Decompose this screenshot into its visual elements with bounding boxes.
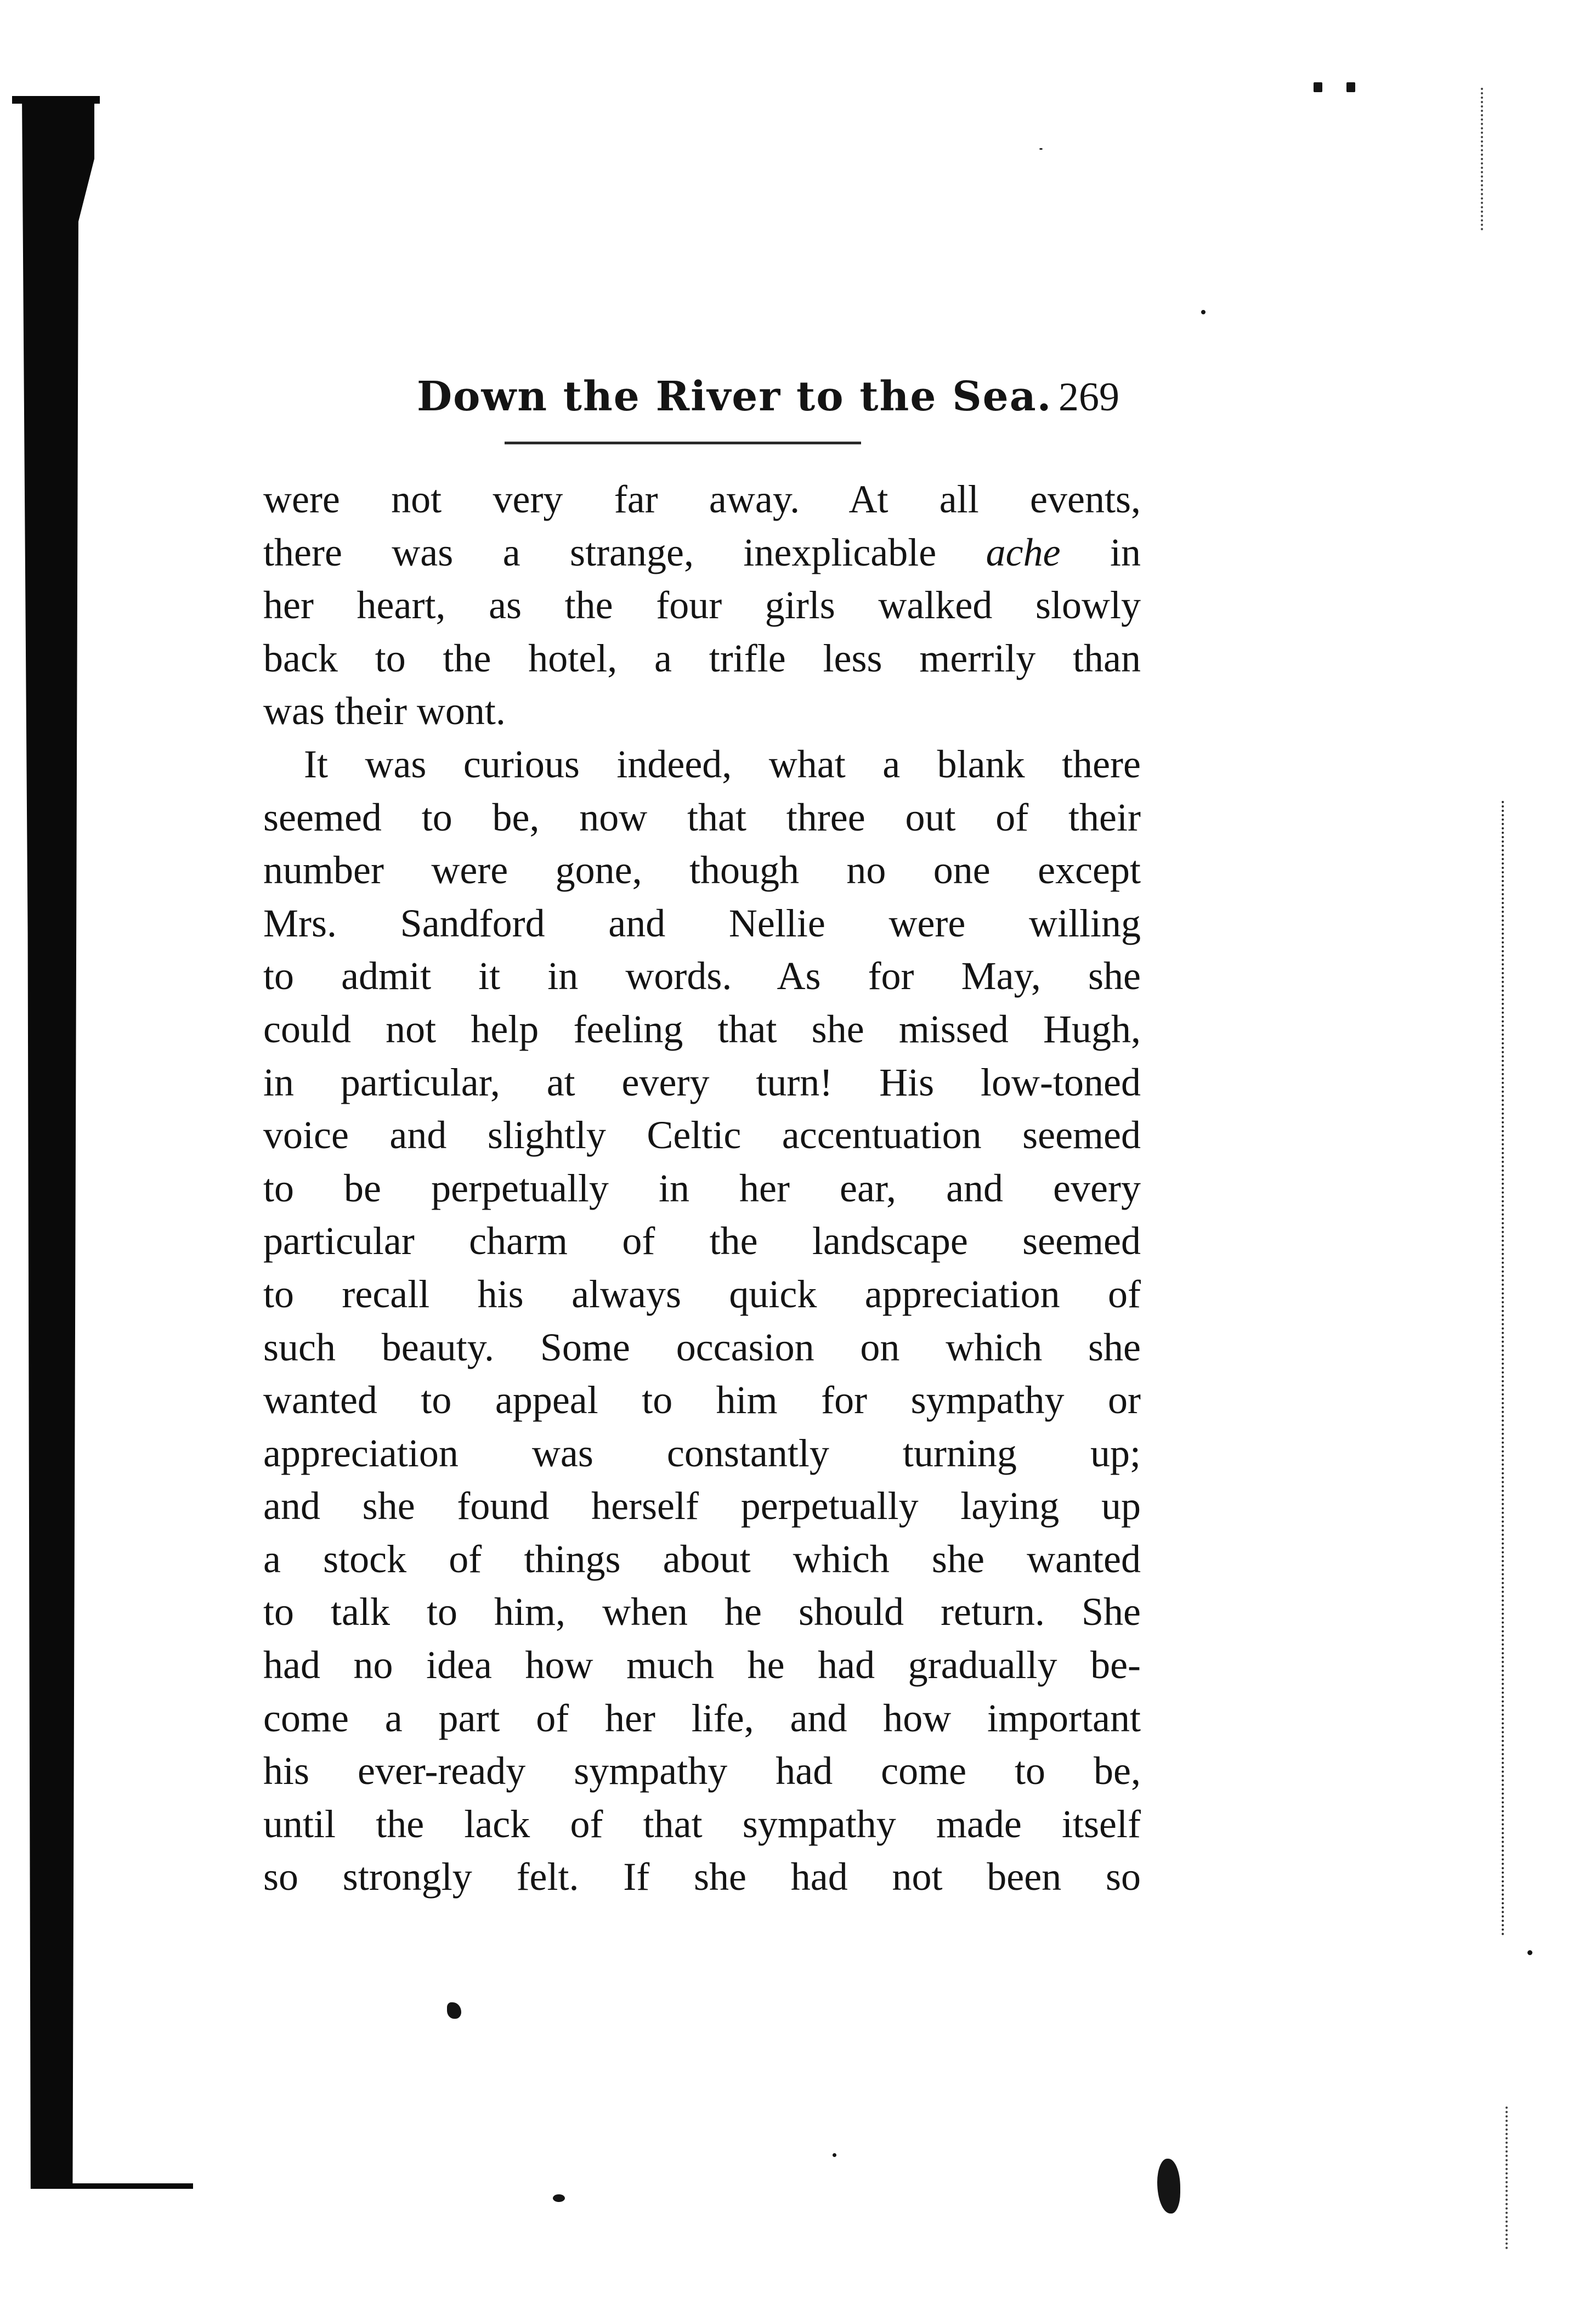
text-line: to be perpetually in her ear, and every xyxy=(263,1166,1141,1210)
text-line: was their wont. xyxy=(263,689,506,733)
right-edge-marks xyxy=(1506,2107,1513,2249)
text-line: so strongly felt. If she had not been so xyxy=(263,1855,1141,1899)
scan-speck xyxy=(1346,82,1355,92)
text-line: until the lack of that sympathy made itself xyxy=(263,1802,1141,1846)
scan-speck xyxy=(1039,148,1043,150)
scan-speck xyxy=(1201,310,1206,314)
italic-word: ache xyxy=(986,530,1061,574)
text-line: back to the hotel, a trifle less merrily than xyxy=(263,636,1141,680)
scan-speck xyxy=(447,2002,461,2019)
text-line: his ever-ready sympathy had come to be, xyxy=(263,1749,1141,1793)
text-line: Mrs. Sandford and Nellie were willing xyxy=(263,901,1141,945)
text-line: appreciation was constantly turning up; xyxy=(263,1431,1141,1475)
scan-speck xyxy=(553,2194,565,2202)
text-line: were not very far away. At all events, xyxy=(263,477,1141,521)
text-line-part: there was a strange, inexplicable xyxy=(263,530,937,574)
text-line: to recall his always quick appreciation of xyxy=(263,1272,1141,1316)
binding-edge xyxy=(12,96,94,2189)
page-number: 269 xyxy=(1059,375,1119,420)
text-line: seemed to be, now that three out of their xyxy=(263,795,1141,839)
text-line: a stock of things about which she wanted xyxy=(263,1537,1141,1581)
text-line: It was curious indeed, what a blank there xyxy=(304,742,1141,786)
text-line: wanted to appeal to him for sympathy or xyxy=(263,1378,1141,1422)
running-head xyxy=(384,373,1152,433)
text-line: in particular, at every turn! His low-toned xyxy=(263,1060,1141,1104)
scan-speck xyxy=(1157,2159,1180,2214)
binding-edge-bottom xyxy=(34,2183,193,2189)
scan-speck xyxy=(1314,82,1322,92)
text-line: particular charm of the landscape seemed xyxy=(263,1219,1141,1263)
scan-speck xyxy=(833,2153,836,2157)
text-line: her heart, as the four girls walked slowly xyxy=(263,583,1141,628)
head-rule xyxy=(505,442,861,444)
right-edge-marks xyxy=(1502,801,1509,1936)
body-text xyxy=(263,473,1141,1904)
text-line: number were gone, though no one except xyxy=(263,848,1141,893)
text-line: voice and slightly Celtic accentuation seemed xyxy=(263,1113,1141,1158)
text-line xyxy=(263,526,1141,579)
right-edge-marks xyxy=(1481,88,1489,230)
text-line: such beauty. Some occasion on which she xyxy=(263,1325,1141,1369)
text-line-part: in xyxy=(1110,530,1141,574)
text-line: and she found herself perpetually laying up xyxy=(263,1484,1141,1528)
text-line: to admit it in words. As for May, she xyxy=(263,954,1141,998)
running-title: Down the River to the Sea. xyxy=(417,373,1052,420)
text-line: had no idea how much he had gradually be- xyxy=(263,1643,1141,1687)
text-line: could not help feeling that she missed Hugh, xyxy=(263,1007,1141,1051)
text-line: to talk to him, when he should return. She xyxy=(263,1590,1141,1634)
scan-speck xyxy=(1527,1950,1532,1955)
text-line: come a part of her life, and how important xyxy=(263,1696,1141,1740)
binding-edge-bar xyxy=(22,96,94,2189)
